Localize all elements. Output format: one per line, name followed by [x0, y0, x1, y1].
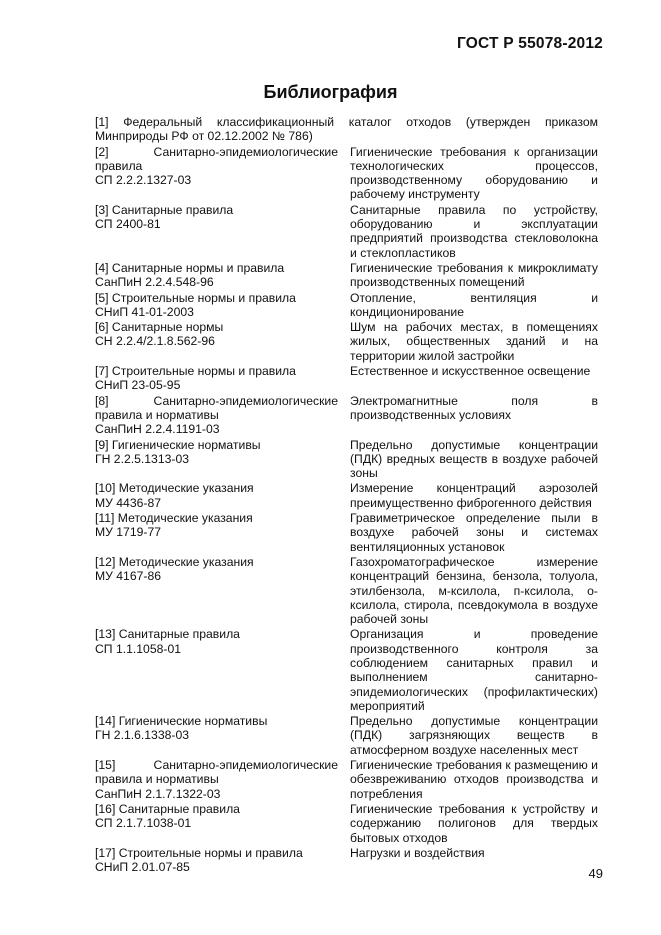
entry-reference	[95, 481, 338, 510]
entry-description: Гигиенические требования к устройству и содержанию полигонов для твердых бытовых отходов	[350, 801, 598, 845]
entry-description: Гравиметрическое определение пыли в воздухе рабочей зоны и системах вентиляционных установок	[350, 511, 598, 554]
entry-title: [7] Строительные нормы и правила	[95, 364, 296, 379]
entry-reference	[95, 714, 338, 757]
entry-description: Нагрузки и воздействия	[350, 845, 485, 860]
entry-description: Предельно допустимые концентрации (ПДК) загрязняющих веществ в атмосферном воздухе населенных мест	[350, 714, 598, 757]
entry-title: [10] Методические указания	[95, 481, 254, 496]
entry-title: [5] Строительные нормы и правила	[95, 290, 296, 305]
entry-code: МУ 4167-86	[95, 569, 162, 584]
bibliography-entry	[95, 145, 598, 202]
entry-description: Шум на рабочих местах, в помещениях жилых, общественных зданий и на территории жилой застройки	[350, 320, 598, 363]
bibliography-entry-1: [1] Федеральный классификационный каталог отходов (утвержден приказом Минприроды РФ от 02.12.2002 № 786)	[95, 115, 598, 144]
entry-code: МУ 4436-87	[95, 495, 162, 510]
bibliography-entry	[95, 627, 598, 713]
entry-reference	[95, 394, 338, 437]
entry-title: [14] Гигиенические нормативы	[95, 714, 268, 729]
entry-code: СП 1.1.1058-01	[95, 641, 182, 656]
entry-description: Санитарные правила по устройству, оборудованию и эксплуатации предприятий производства стекловолокна и стеклопластиков	[350, 202, 598, 260]
bibliography-entry	[95, 291, 598, 320]
entry-title: [13] Санитарные правила	[95, 627, 240, 642]
entry-title: [2] Санитарно-эпидемиологические правила	[95, 144, 338, 173]
entry-title: [4] Санитарные нормы и правила	[95, 260, 285, 275]
entry-code: МУ 1719-77	[95, 525, 162, 540]
bibliography-entry	[95, 481, 598, 510]
entry-code: СанПиН 2.2.4.548-96	[95, 275, 214, 290]
entry-code: СанПиН 2.1.7.1322-03	[95, 786, 221, 801]
entry-title: [6] Санитарные нормы	[95, 320, 224, 335]
bibliography-entry	[95, 438, 598, 481]
bibliography-entry	[95, 394, 598, 437]
entry-description: Организация и проведение производственного контроля за соблюдением санитарных правил и выполнением санитарно-эпидемиологических (профилактических) мероприятий	[350, 627, 598, 713]
bibliography-entry	[95, 364, 598, 393]
entry-reference	[95, 291, 338, 320]
entry-code: СП 2400-81	[95, 217, 161, 232]
entry-code: СанПиН 2.2.4.1191-03	[95, 422, 220, 437]
entry-reference	[95, 364, 338, 393]
page-number: 49	[588, 866, 603, 881]
entry-title: [9] Гигиенические нормативы	[95, 437, 261, 452]
bibliography-entry	[95, 846, 598, 875]
entry-title: [17] Строительные нормы и правила	[95, 845, 303, 860]
bibliography-entries	[95, 145, 598, 875]
entry-description: Электромагнитные поля в производственных условиях	[350, 393, 598, 422]
entry-description: Гигиенические требования к микроклимату производственных помещений	[350, 260, 598, 290]
entry-reference	[95, 261, 338, 290]
entry-code: ГН 2.2.5.1313-03	[95, 451, 190, 466]
entry-title: [11] Методические указания	[95, 511, 253, 526]
bibliography-list	[95, 115, 598, 875]
entry-reference	[95, 555, 338, 626]
entry-description: Гигиенические требования к организации технологических процессов, производственному оборудованию и рабочему инструменту	[350, 144, 598, 202]
entry-reference	[95, 846, 338, 875]
bibliography-entry	[95, 555, 598, 626]
entry-description: Гигиенические требования к размещению и обезвреживанию отходов производства и потребления	[350, 758, 598, 801]
entry-code: СНиП 2.01.07-85	[95, 860, 190, 875]
entry-reference	[95, 438, 338, 481]
entry-reference	[95, 320, 338, 363]
entry-description: Естественное и искусственное освещение	[350, 364, 591, 379]
bibliography-entry	[95, 802, 598, 845]
entry-reference	[95, 802, 338, 845]
entry-description: Измерение концентраций аэрозолей преимущественно фиброгенного действия	[350, 481, 598, 510]
document-id-header: ГОСТ Р 55078-2012	[456, 35, 603, 52]
bibliography-entry	[95, 714, 598, 757]
bibliography-entry	[95, 758, 598, 801]
page-title: Библиография	[263, 82, 398, 102]
entry-reference	[95, 627, 338, 713]
entry-description: Газохроматографическое измерение концентраций бензина, бензола, толуола, этилбензола, м-ксилола, п-ксилола, о-ксилола, стирола, псевдокумола в воздухе рабочей зоны	[350, 554, 598, 627]
entry-code: СН 2.2.4/2.1.8.562-96	[95, 334, 215, 349]
entry-title: [16] Санитарные правила	[95, 801, 240, 816]
entry-code: СНиП 23-05-95	[95, 378, 181, 393]
entry-reference	[95, 145, 338, 202]
entry-reference	[95, 511, 338, 554]
entry-title: [3] Санитарные правила	[95, 202, 234, 217]
entry-title: [8] Санитарно-эпидемиологические правила и нормативы	[95, 393, 338, 422]
bibliography-entry	[95, 203, 598, 260]
entry-description: Отопление, вентиляция и кондиционирование	[350, 290, 598, 319]
entry-description: Предельно допустимые концентрации (ПДК) вредных веществ в воздухе рабочей зоны	[350, 437, 598, 481]
entry-code: СП 2.2.2.1327-03	[95, 173, 192, 188]
entry-reference	[95, 203, 338, 260]
entry-code: СП 2.1.7.1038-01	[95, 816, 192, 831]
bibliography-entry	[95, 261, 598, 290]
entry-code: ГН 2.1.6.1338-03	[95, 728, 190, 743]
entry-code: СНиП 41-01-2003	[95, 304, 194, 319]
entry-reference	[95, 758, 338, 801]
entry-title: [15] Санитарно-эпидемиологические правила и нормативы	[95, 758, 338, 787]
bibliography-entry	[95, 511, 598, 554]
bibliography-entry	[95, 320, 598, 363]
entry-title: [12] Методические указания	[95, 554, 254, 569]
